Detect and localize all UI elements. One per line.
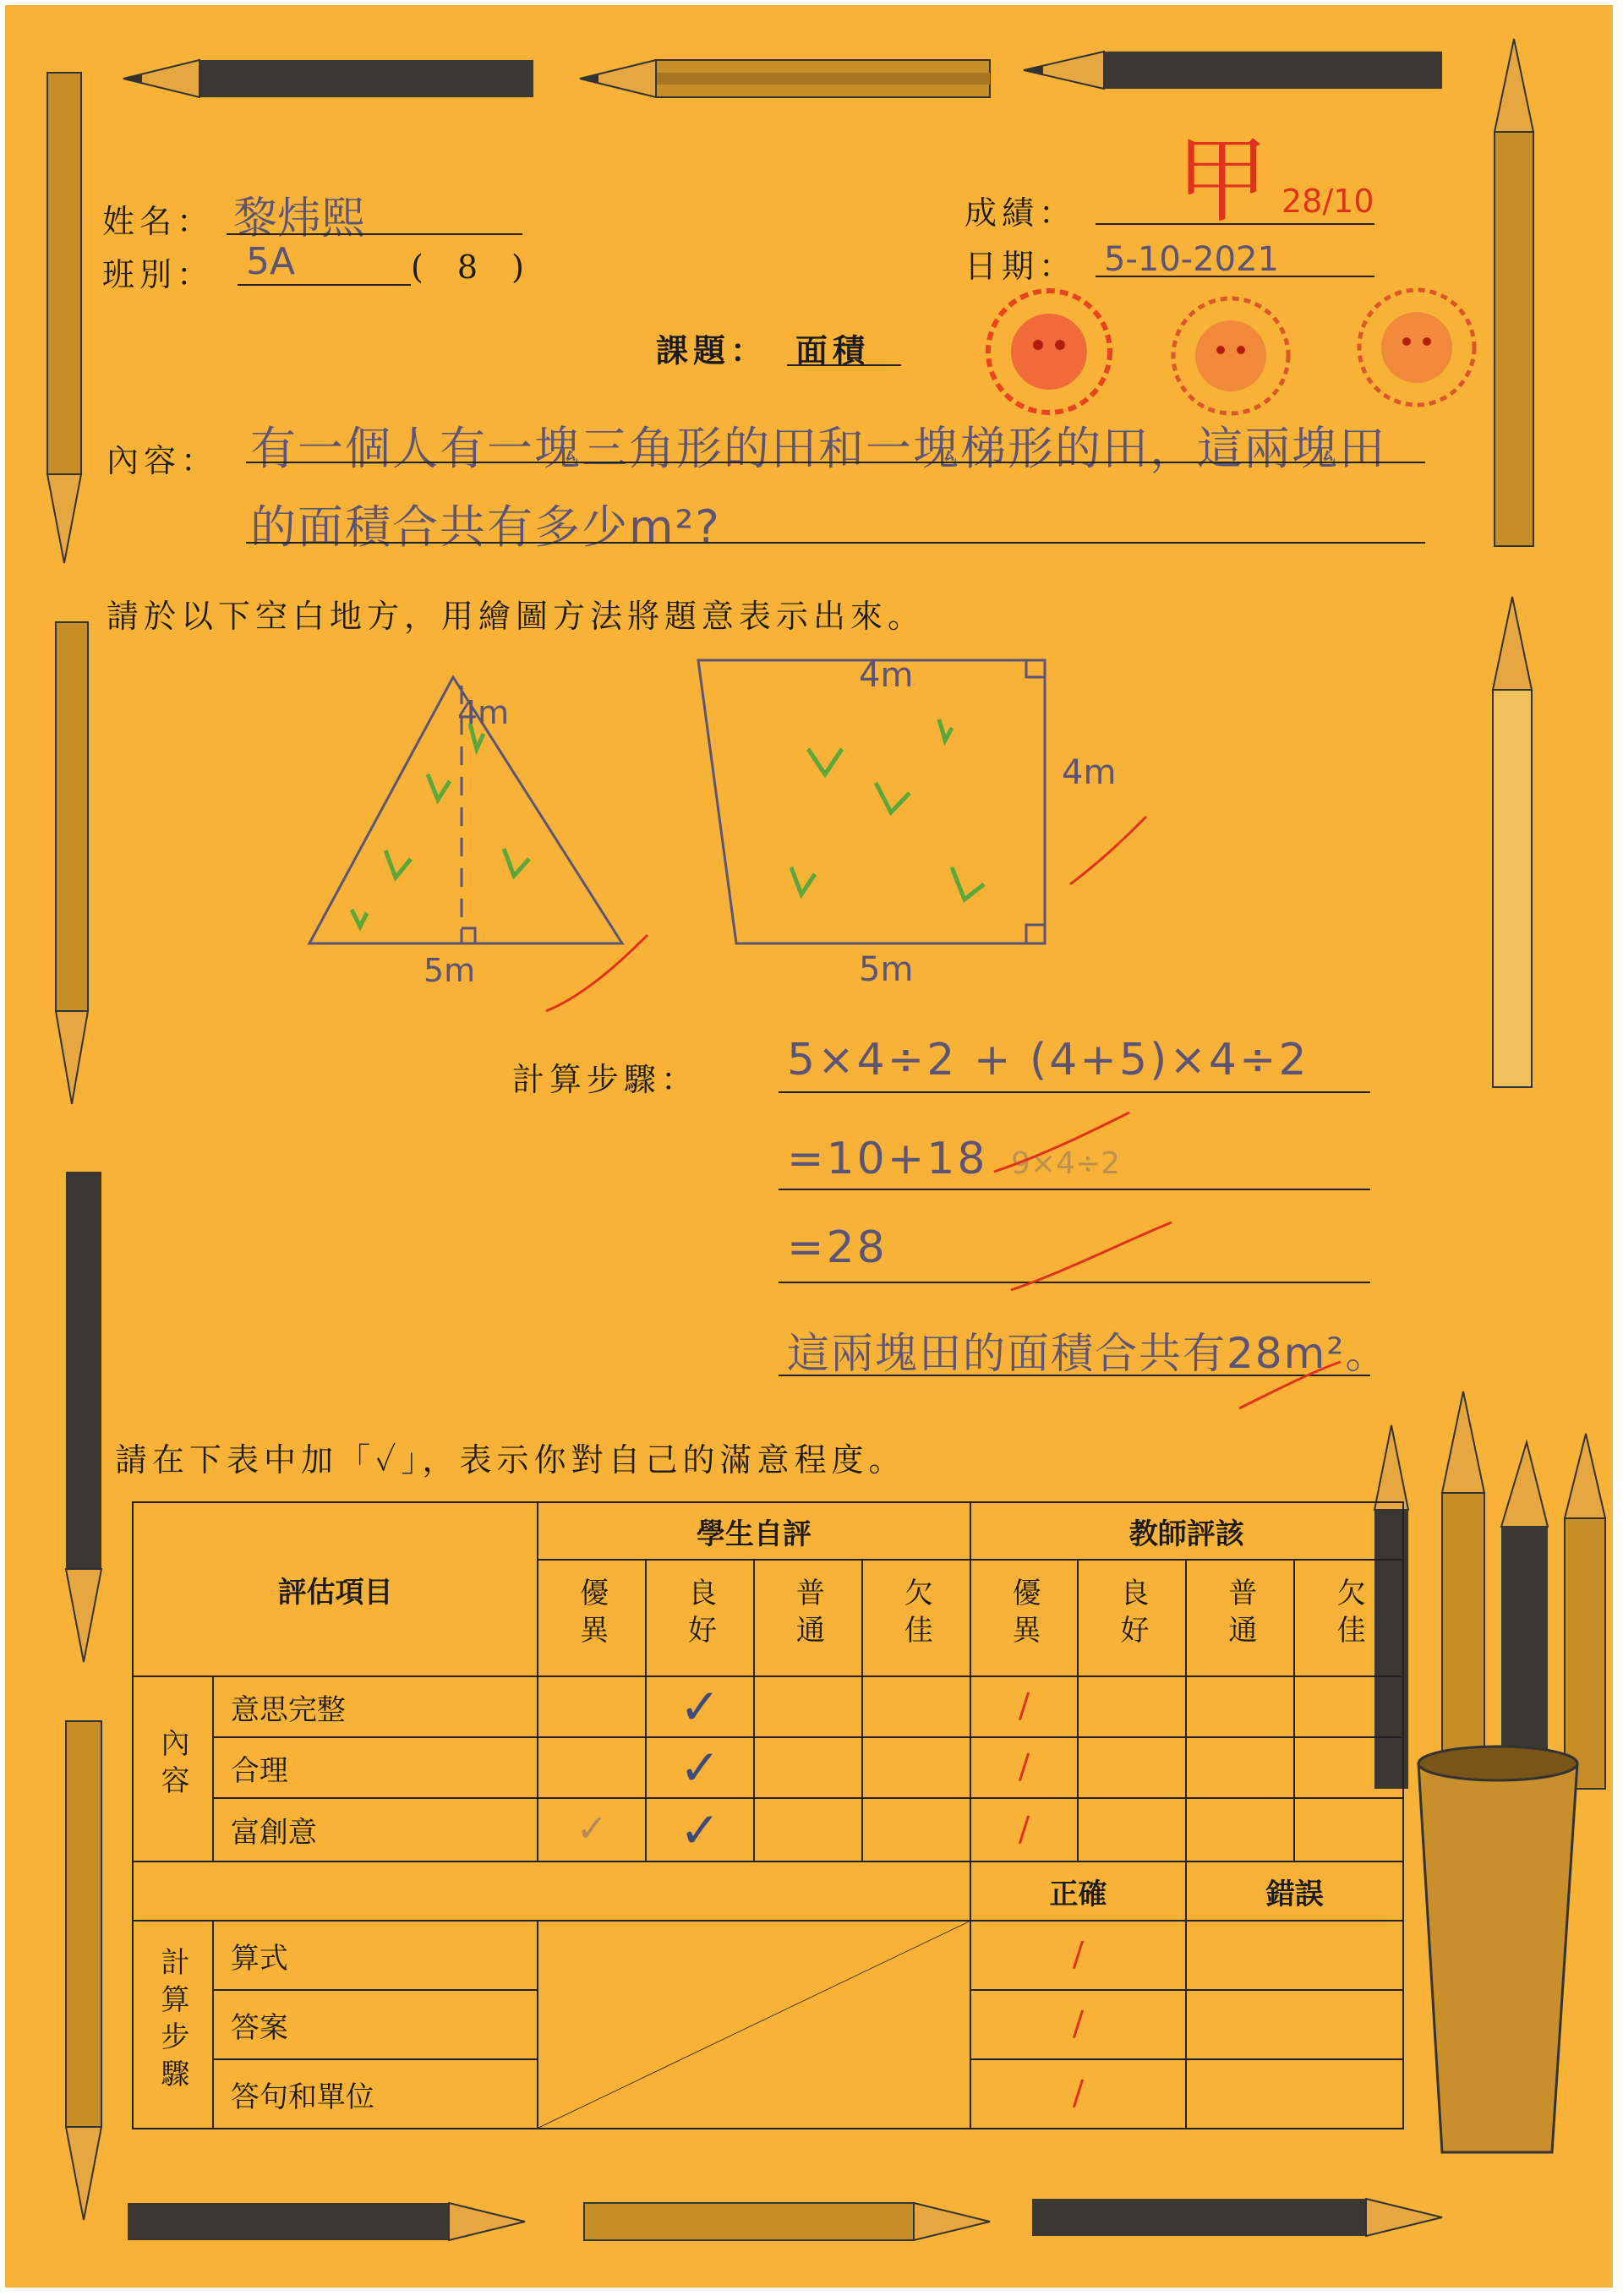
pencil-left-2-icon [56,622,88,1104]
content-underline-1 [246,462,1425,463]
wrong-cell [1186,1921,1403,1990]
blank-spacer [133,1861,970,1921]
diagonal-line [538,1922,969,2128]
teacher-cell [1078,1798,1186,1861]
trapezoid-shape [698,660,1045,943]
level-cell [862,1560,970,1676]
level-excellent: 優異 [1007,1577,1041,1652]
red-dash-icon: ∕ [1018,1747,1030,1786]
draw-instruction: 請於以下空白地方，用繪圖方法將題意表示出來。 [107,598,926,635]
wrong-cell [1186,1990,1403,2059]
rating-cell[interactable] [538,1798,646,1861]
red-dash-icon: ∕ [1018,1809,1030,1849]
level-average: 普通 [1222,1577,1257,1652]
red-dash-icon: ∕ [1072,2004,1085,2043]
level-poor: 欠佳 [1331,1577,1366,1652]
steps-line-2-erased: 9×4÷2 [1011,1146,1121,1181]
checkmark: ✓ [679,1739,721,1796]
correct-cell [970,1990,1187,2059]
answer-sentence: 這兩塊田的面積合共有28m²。 [787,1329,1390,1378]
steps-label: 計算步驟： [512,1061,699,1098]
level-cell [754,1560,862,1676]
level-good: 良好 [682,1577,717,1652]
class-number: ( 8 ) [411,249,536,286]
date-label: 日期： [965,248,1077,285]
level-average: 普通 [790,1577,825,1652]
level-poor: 欠佳 [899,1577,933,1652]
name-underline [227,233,522,235]
row-label: 合理 [213,1737,538,1798]
rating-cell[interactable] [538,1737,646,1798]
rating-cell[interactable] [646,1676,754,1737]
checkmark: ✓ [679,1801,721,1859]
name-label: 姓名： [102,203,215,240]
rating-cell[interactable] [754,1798,862,1861]
row-label: 算式 [213,1921,538,1990]
rating-cell[interactable] [754,1676,862,1737]
student-eval-header: 學生自評 [538,1502,970,1560]
topic-value: 面積 [795,331,871,369]
rating-cell[interactable] [862,1737,970,1798]
pencil-left-3-icon [66,1172,101,1662]
pencil-right-2-icon [1493,597,1532,1087]
level-cell [1078,1560,1186,1676]
level-cell [1186,1560,1294,1676]
score-value: 28/10 [1281,183,1374,220]
level-cell [646,1560,754,1676]
content-label: 內容： [107,442,219,479]
teacher-cell [1186,1676,1294,1737]
stamp-icon [988,291,1110,413]
diagonal-blank-cell [538,1921,970,2129]
teacher-cell [1186,1798,1294,1861]
pencil-bottom-1-icon [128,2203,525,2240]
teacher-cell [1294,1798,1403,1861]
red-dash-icon: ∕ [1018,1686,1030,1725]
checkmark: ✓ [679,1678,721,1736]
red-dash-icon: ∕ [1072,1935,1085,1974]
class-label: 班別： [102,256,215,293]
pencil-left-4-icon [66,1721,101,2220]
triangle-base-label: 5m [424,952,476,989]
row-label: 答案 [213,1990,538,2059]
pencil-bottom-2-icon [584,2203,990,2240]
teacher-cell [1294,1737,1403,1798]
level-excellent: 優異 [574,1577,609,1652]
trapezoid-top-label: 4m [859,656,914,695]
teacher-eval-header: 教師評該 [970,1502,1403,1560]
content-group-cell [133,1676,213,1861]
rate-instruction: 請在下表中加「✓」，表示你對自己的滿意程度。 [115,1441,906,1479]
teacher-cell [1078,1676,1186,1737]
topic-label: 課題： [656,331,768,369]
rating-cell[interactable] [862,1798,970,1861]
teacher-step-ticks [977,1036,1358,1425]
pencil-left-1-icon [47,73,81,563]
row-label: 答句和單位 [213,2059,538,2129]
red-dash-icon: ∕ [1072,2074,1085,2113]
reward-stamps [977,284,1493,428]
level-cell [970,1560,1079,1676]
date-underline [1096,276,1374,277]
content-group-label: 內容 [155,1728,189,1802]
topic-underline [787,364,901,366]
date-value: 5-10-2021 [1104,240,1280,279]
level-cell [1294,1560,1403,1676]
grass-marks [791,719,984,899]
row-label: 意思完整 [213,1676,538,1737]
level-cell [538,1560,646,1676]
grade-mark: 甲 [1176,127,1269,235]
content-line-1: 有一個人有一塊三角形的田和一塊梯形的田，這兩塊田 [250,422,1386,475]
item-header: 評估項目 [133,1502,538,1676]
teacher-cell [1078,1737,1186,1798]
triangle-height-label: 4m [457,694,510,731]
class-value: 5A [246,240,296,283]
teacher-cell [1294,1676,1403,1737]
steps-line-1: 5×4÷2 + (4+5)×4÷2 [787,1035,1309,1085]
pencil-top-1-icon [123,60,533,97]
rating-cell[interactable] [646,1737,754,1798]
correct-cell [970,2059,1187,2129]
pencil-top-3-icon [1024,52,1442,89]
pencil-cup-icon [1374,1391,1605,2152]
trapezoid-bottom-label: 5m [859,950,914,989]
pencil-right-1-icon [1495,39,1533,546]
teacher-cell [970,1798,1079,1861]
stamp-icon [1359,290,1474,405]
steps-group-cell [133,1921,213,2129]
content-line-2: 的面積合共有多少m²? [250,500,721,554]
wrong-cell [1186,2059,1403,2129]
trapezoid-side-label: 4m [1062,753,1117,792]
teacher-ticks [546,817,1146,1011]
steps-line-2: =10+18 [787,1134,988,1184]
steps-line-3: =28 [787,1222,888,1273]
score-label: 成績： [965,194,1077,232]
wrong-header: 錯誤 [1186,1861,1403,1921]
rating-cell[interactable] [646,1798,754,1861]
row-label: 富創意 [213,1798,538,1861]
student-name: 黎炜熙 [233,194,366,244]
pencil-top-2-icon [580,60,990,97]
content-underline-2 [246,542,1425,544]
teacher-cell [1186,1737,1294,1798]
faint-checkmark: ✓ [576,1807,608,1850]
score-underline [1096,223,1374,225]
correct-cell [970,1921,1187,1990]
worksheet [5,5,1613,2288]
steps-group-label: 計算步驟 [155,1946,189,2096]
stamp-icon [1173,298,1288,413]
rating-cell[interactable] [754,1737,862,1798]
pencil-bottom-3-icon [1032,2199,1442,2236]
rating-cell[interactable] [862,1676,970,1737]
correct-header: 正確 [970,1861,1187,1921]
teacher-cell [970,1676,1079,1737]
level-good: 良好 [1114,1577,1149,1652]
teacher-cell [970,1737,1079,1798]
evaluation-table [132,1501,1404,2129]
rating-cell[interactable] [538,1676,646,1737]
class-underline [238,284,411,286]
